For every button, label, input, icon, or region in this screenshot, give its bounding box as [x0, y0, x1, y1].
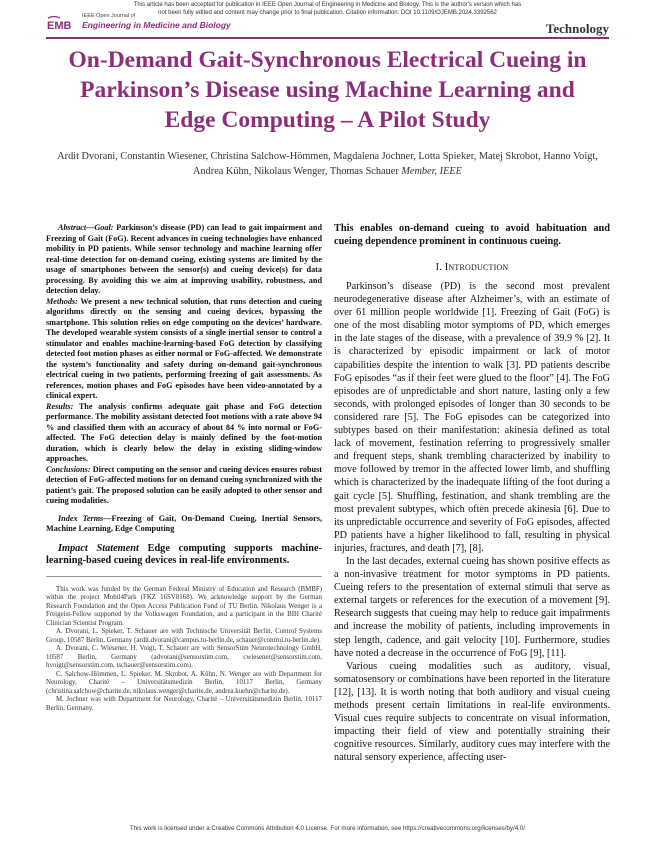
results-label: Results:	[46, 401, 74, 411]
logo-mark: EMB	[47, 20, 72, 31]
intro-paragraph-2: In the last decades, external cueing has shown positive effects as a non-invasive treatment for motor symptoms in PD patients. Cueing refers to the presentation of external stimuli that serve as external targets or references for the execution of a movement [9]. Research suggests that cueing may help to reduce gait impairments and increase the mobility of patients, including improvements in step length, cadence, and gait velocity [10]. Furthermore, studies have noted a decrease in the occurrence of FoG [9], [11].	[334, 555, 610, 659]
title-line-2: Parkinson’s Disease using Machine Learning and	[80, 77, 575, 103]
left-column	[46, 223, 322, 713]
footnote-affiliation-tub: A. Dvorani, L. Spieker, T. Schauer are with Technische Universität Berlin, Control Systems Group, 10587 Berlin, Germany (ardit.dvorani@campus.tu-berlin.de, schauer@control.tu-berlin.de).	[46, 628, 322, 644]
intro-heading-rest: NTRODUCTION	[448, 263, 509, 272]
methods-text: We present a new technical solution, that runs detection and cueing algorithms directly on the sensing and cueing devices, bypassing the smartphone. This solution relies on edge computing on the devices’ hardware. The developed wearable system consists of a single inertial sensor to control a stimulator and enables machine-learning-based FoG detection by classifying detected foot motion phases as either normal or FoG-affected. We demonstrate the system’s functionality and safety during on-demand gait-synchronous electrical cueing in two patients, performing freezing of gait assessments. As references, motion phases and FoG episodes have been video-annotated by a clinical expert.	[46, 296, 322, 400]
footnote-funding: This work was funded by the German Federal Ministry of Education and Research (BMBF) within the project Mobil4Park (FKZ 16SV8168). We acknowledge support by the German Research Foundation and the Open Access Publication Fund of TU Berlin. Nikolaus Wenger is a Freigeist-Fellow supported by the Volkswagen Foundation, and a participant in the BIH Charité Clinician Scientist Program.	[46, 585, 322, 627]
footnote-affiliation-jochner: M. Jochner was with Department for Neurology, Charité – Universitätsmedizin Berlin, 10117 Berlin, Germany.	[46, 696, 322, 712]
impact-label: Impact Statement	[58, 542, 139, 554]
footnotes	[46, 586, 322, 714]
results-text: The analysis confirms adequate gait phase and FoG detection performance. The mobility assistant detected foot motions with a rate above 94 % and classified them with an accuracy of about 84 % into normal or FoG-affected. The FoG detection delay is mainly defined by the foot-motion duration, which is clearly below the delay in existing sliding-window approaches.	[46, 401, 322, 463]
abstract	[46, 223, 322, 507]
conclusions-text: Direct computing on the sensor and cueing devices ensures robust detection of FoG-affected motions for on demand cueing synchronized with the patient’s gait. The proposed solution can be easily adopted to other sensor and cueing modalities.	[46, 464, 322, 505]
right-column	[334, 222, 610, 764]
intro-heading-num: I.	[435, 262, 442, 273]
authors-names: Ardit Dvorani, Constantin Wiesener, Christina Salchow-Hömmen, Magdalena Jochner, Lotta Spieker, Matej Skrobot, Hanno Voigt, Andrea Kühn, Nikolaus Wenger, Thomas Schauer	[57, 151, 598, 177]
license-note: This work is licensed under a Creative Commons Attribution 4.0 License. For more information, see https://creativecommons.org/licenses/by/4.0/	[129, 825, 526, 832]
methods-label: Methods:	[46, 296, 78, 306]
intro-heading-first: I	[444, 262, 449, 273]
intro-paragraph-1: Parkinson’s disease (PD) is the second most prevalent neurodegenerative disease after Alzheimer’s, with an estimate of over 61 million people worldwide [1]. Freezing of Gait (FoG) is one of the most disabling motor symptoms of PD, which emerges in the late stages of the disease, with a prevalence of 39.9 % [2]. It is characterized by episodic impairment or lack of motor capabilities despite the intention to walk [3]. PD patients describe FoG episodes “as if their feet were glued to the floor” [4]. The FoG episodes are of unpredictable and short nature, lasting only a few seconds, with prolonged episodes of longer than 30 seconds to be considered rare [5]. The FoG episodes can be categorized into subtypes based on their manifestation: akinesia defined as total lack of movement, festination referring to progressively smaller and frequent steps, shank trembling characterized by inability to move followed by tremor in the affected lower limb, and shuffling which is characterized by the inadequate lifting of the foot during a gait cycle [5]. Shuffling, festination, and shank trembling are the most prevalent subtypes, which often precede akinesia [6]. Due to its unpredictable occurrence and severity of FoG episodes, affected PD patients have a higher likelihood to fall, resulting in physical injuries, fractures, and death [7], [8].	[334, 281, 610, 554]
section-label: Technology	[545, 21, 609, 36]
index-terms-text: Freezing of Gait, On-Demand Cueing, Inertial Sensors, Machine Learning, Edge Computing	[46, 513, 322, 533]
impact-text-left: Edge computing supports machine-learning-based cueing devices in real-life environments.	[46, 542, 322, 566]
intro-paragraph-3: Various cueing modalities such as auditory, visual, somatosensory or combinations have been reported in the literature [12], [13]. It is worth noting that both auditory and visual cueing methods present certain limitations in real-life environments. Visual cues require subjects to concentrate on visual information, impacting their field of view and potentially straining their cognitive resources. Similarly, auditory cues may interfere with the natural sensory experience, affecting user-	[334, 660, 610, 764]
conclusions-label: Conclusions:	[46, 464, 91, 474]
index-terms	[46, 514, 322, 535]
journal-name	[82, 13, 231, 30]
footnote-affiliation-sensorstim: A. Dvorani, C. Wiesener, H. Voigt, T. Schauer are with SensorStim Neurotechnology GmbH, 10587 Berlin, Germany (advorani@sensorstim.com, cwiesener@sensorstim.com, hvoigt@sensorstim.com, tschauer@sensorstim.com).	[46, 645, 322, 669]
author-list	[50, 150, 605, 179]
journal-name-big: Engineering in Medicine and Biology	[82, 20, 231, 30]
index-terms-label: Index Terms—	[58, 513, 112, 523]
footnote-rule	[46, 576, 322, 577]
impact-statement-continued: This enables on-demand cueing to avoid habituation and cueing dependence prominent in continuous cueing.	[334, 223, 610, 247]
authors-member: Member, IEEE	[401, 165, 462, 177]
title-line-1: On-Demand Gait-Synchronous Electrical Cueing in	[68, 47, 587, 73]
introduction-heading	[334, 261, 610, 274]
footnote-affiliation-charite: C. Salchow-Hömmen, L. Spieker, M. Skrobot, A. Kühn, N. Wenger are with Department for Neurology, Charité – Universitätsmedizin Berlin, 10117 Berlin, Germany (christina.salchow@charite.de, nikolaus.wenger@charite.de, andrea.kuehn@charite.de).	[46, 670, 322, 695]
emb-logo	[46, 15, 80, 31]
header-rule	[46, 37, 609, 39]
journal-name-small: IEEE Open Journal of	[82, 13, 136, 19]
impact-statement	[46, 543, 322, 568]
paper-title	[40, 45, 615, 135]
goal-text: Parkinson’s disease (PD) can lead to gait impairment and Freezing of Gait (FoG). Recent advances in cueing technologies have enhanced mobility in PD patients. While sensor technology and machine learning offer real-time detection for on-demand cueing, existing systems are limited by the usage of smartphones between the sensor(s) and cueing device(s) for data processing. By avoiding this we aim at improving usability, robustness, and detection delay.	[46, 223, 322, 295]
top-publication-note: This article has been accepted for publication in IEEE Open Journal of Engineering in Medicine and Biology. This is the author's version which has not been fully edited and content may change prior to final publication. Citation information: DOI 10.1109/OJEMB.2024.3392562	[133, 2, 522, 16]
title-line-3: Edge Computing – A Pilot Study	[164, 107, 491, 133]
goal-label: Abstract—Goal:	[58, 223, 114, 232]
